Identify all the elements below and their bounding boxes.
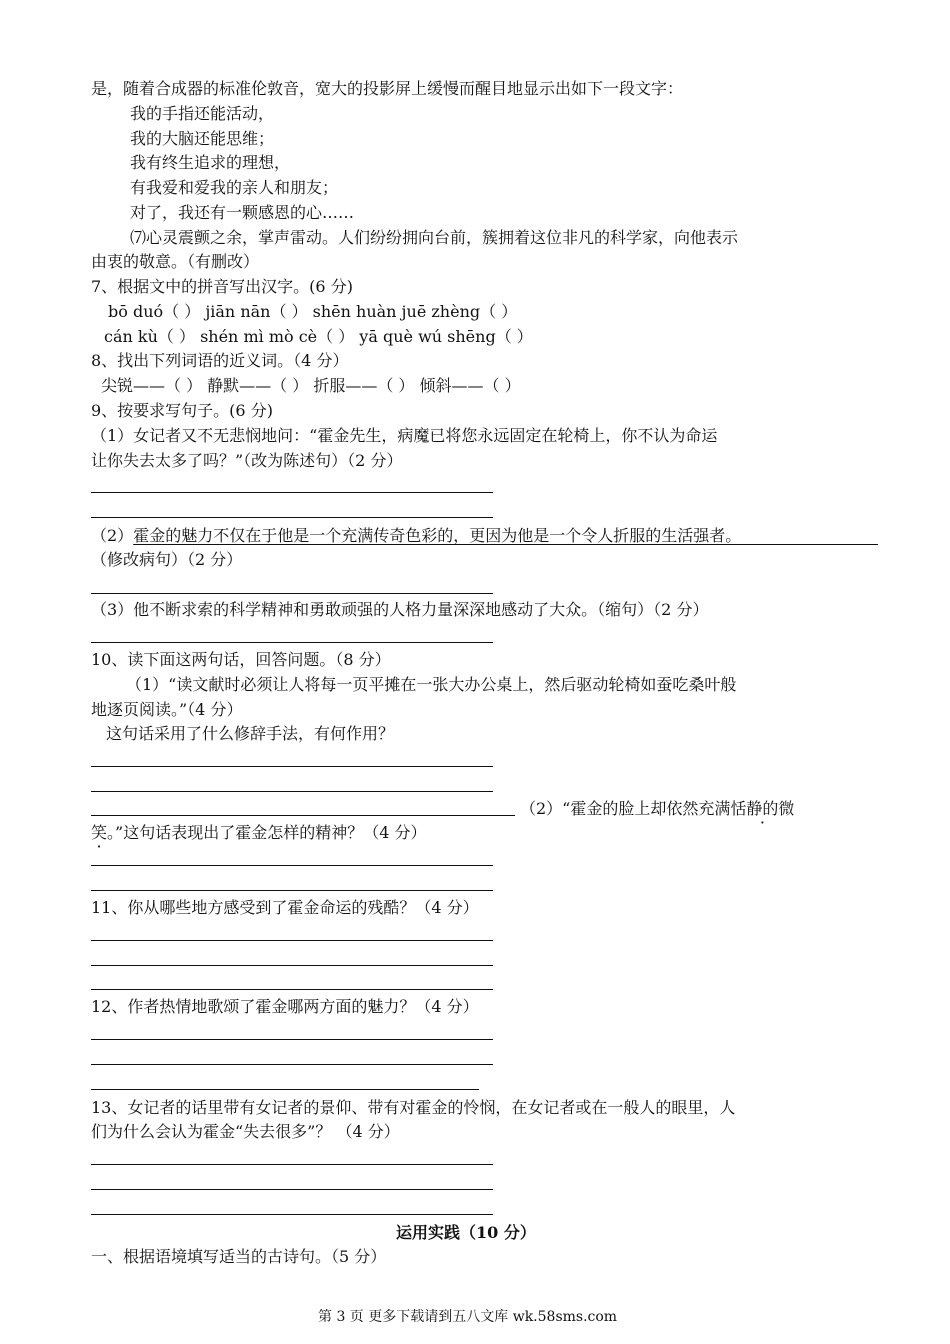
emphasis-dotted-text: 恬静的微 [730, 799, 795, 818]
question-10-2-line-2 [91, 821, 426, 845]
answer-line [91, 815, 515, 816]
answer-line [91, 890, 493, 891]
answer-line [91, 1039, 493, 1040]
poem-line-5: 对了，我还有一颗感恩的心…… [130, 203, 355, 222]
answer-line [91, 492, 493, 493]
question-10-1-line-2: 地逐页阅读。”（4 分） [91, 700, 243, 719]
question-9-2-label: （2） [91, 526, 134, 545]
paragraph-7-line-1: ⑺心灵震颤之余，掌声雷动。人们纷纷拥向台前，簇拥着这位非凡的科学家，向他表示 [130, 228, 739, 247]
answer-line [91, 766, 493, 767]
poem-line-2: 我的大脑还能思维； [130, 129, 275, 148]
paragraph-7-line-2: 由衷的敬意。（有删改） [91, 252, 260, 271]
question-9-2-requirement: （修改病句）（2 分） [91, 550, 243, 569]
question-9-title: 9、按要求写句子。(6 分) [91, 401, 273, 420]
question-9-1-line-2: 让你失去太多了吗？”（改为陈述句）（2 分） [91, 451, 403, 470]
answer-line [91, 965, 493, 966]
question-10-2-text: （2）“霍金的脸上却依然充满 [520, 799, 731, 818]
question-10-title: 10、读下面这两句话，回答问题。（8 分） [91, 650, 391, 669]
question-10-2-question: 。”这句话表现出了霍金怎样的精神？（4 分） [107, 823, 427, 842]
question-10-1-line-1: （1）“读文献时必须让人将每一页平摊在一张大办公桌上，然后驱动轮椅如蚕吃桑叶般 [126, 675, 737, 694]
underline-extension [535, 544, 878, 545]
answer-line [91, 1189, 493, 1190]
question-10-2-line-1 [520, 797, 794, 821]
page-footer: 第 3 页 更多下载请到五八文库 wk.58sms.com [318, 1309, 618, 1325]
poem-line-1: 我的手指还能活动， [130, 104, 275, 123]
answer-line [91, 1064, 493, 1065]
answer-line [91, 593, 493, 594]
faulty-sentence: 霍金的魅力不仅在于他是一个充满传奇色彩的，更因为他是一个令人折服的生活强者。 [133, 526, 742, 545]
answer-line [91, 791, 493, 792]
passage-intro: 是，随着合成器的标准伦敦音，宽大的投影屏上缓慢而醒目地显示出如下一段文字： [91, 79, 684, 98]
answer-line [91, 940, 493, 941]
question-9-1-line-1: （1）女记者又不无悲悯地问：“霍金先生，病魔已将您永远固定在轮椅上，你不认为命运 [91, 426, 718, 445]
answer-line [91, 642, 493, 643]
section-question-1: 一、根据语境填写适当的古诗句。（5 分） [91, 1247, 387, 1266]
answer-line [91, 1089, 479, 1090]
question-8-title: 8、找出下列词语的近义词。（4 分） [91, 351, 349, 370]
answer-line [91, 1164, 493, 1165]
emphasis-dotted-text: 笑 [91, 823, 108, 842]
question-7-pinyin-row-1: bō duó（ ） jiān nān（ ） shēn huàn juē zhèng（ ） [108, 302, 518, 321]
poem-line-4: 有我爱和爱我的亲人和朋友； [130, 178, 339, 197]
answer-line [91, 865, 493, 866]
question-13-line-1: 13、女记者的话里带有女记者的景仰、带有对霍金的怜悯，在女记者或在一般人的眼里，人 [91, 1098, 736, 1117]
answer-line [91, 1214, 493, 1215]
answer-line [91, 989, 493, 990]
question-10-1-question: 这句话采用了什么修辞手法，有何作用？ [106, 724, 395, 743]
question-7-title: 7、根据文中的拼音写出汉字。(6 分) [91, 277, 353, 296]
question-7-pinyin-row-2: cán kù（ ） shén mì mò cè（ ） yā què wú shēng（ ） [104, 327, 533, 346]
question-8-words: 尖锐——（ ） 静默——（ ） 折服——（ ） 倾斜——（ ） [101, 376, 521, 395]
question-12-title: 12、作者热情地歌颂了霍金哪两方面的魅力？（4 分） [91, 997, 479, 1016]
question-13-line-2: 们为什么会认为霍金“失去很多”？ （4 分） [91, 1122, 400, 1141]
question-9-3: （3）他不断求索的科学精神和勇敢顽强的人格力量深深地感动了大众。（缩句）（2 分） [91, 600, 709, 619]
answer-line [91, 517, 493, 518]
section-heading: 运用实践（10 分） [396, 1223, 536, 1242]
question-11-title: 11、你从哪些地方感受到了霍金命运的残酷？（4 分） [91, 898, 479, 917]
poem-line-3: 我有终生追求的理想， [130, 153, 291, 172]
